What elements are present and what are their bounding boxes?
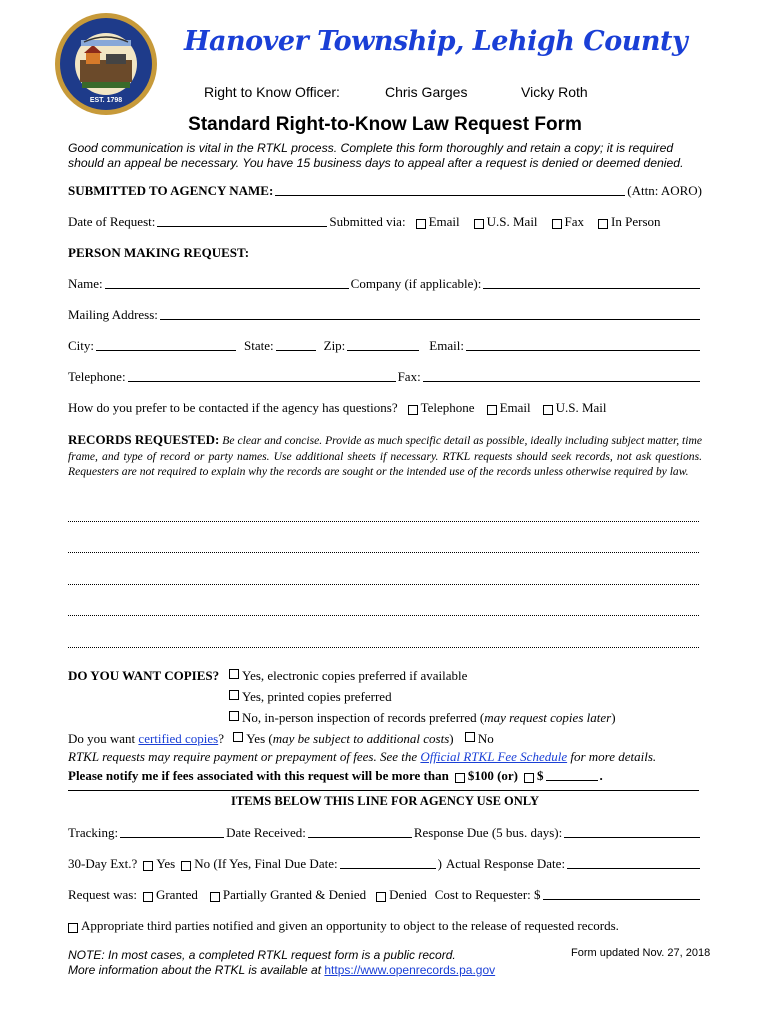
- request-was-label: Request was:: [68, 887, 137, 902]
- company-field[interactable]: [483, 287, 700, 289]
- attn-label: (Attn: AORO): [627, 183, 702, 198]
- certified-no-checkbox[interactable]: [465, 732, 475, 742]
- mailing-label: Mailing Address:: [68, 307, 158, 322]
- name-field[interactable]: [105, 287, 349, 289]
- city-field[interactable]: [96, 349, 236, 351]
- fee-schedule-link[interactable]: Official RTKL Fee Schedule: [420, 749, 568, 764]
- contact-email-checkbox[interactable]: [487, 405, 497, 415]
- denied-checkbox[interactable]: [376, 892, 386, 902]
- certified-yes-note: may be subject to additional costs: [272, 731, 450, 746]
- extension-close: ): [437, 856, 442, 871]
- granted-checkbox[interactable]: [143, 892, 153, 902]
- submitted-row: SUBMITTED TO AGENCY NAME : (Attn: AORO): [68, 183, 702, 198]
- notify-100-label: $100 (or): [467, 768, 518, 783]
- township-title: Hanover Township, Lehigh County: [184, 26, 688, 57]
- certified-copies-link[interactable]: certified copies: [138, 731, 219, 746]
- contact-mail-checkbox[interactable]: [543, 405, 553, 415]
- email-field[interactable]: [466, 349, 700, 351]
- openrecords-link[interactable]: https://www.openrecords.pa.gov: [324, 963, 496, 977]
- fax-field[interactable]: [423, 380, 700, 382]
- via-inperson-label: In Person: [611, 214, 661, 229]
- extension-yes-label: Yes: [156, 856, 176, 871]
- extension-yes-checkbox[interactable]: [143, 861, 153, 871]
- granted-label: Granted: [155, 887, 198, 902]
- tracking-label: Tracking:: [68, 825, 119, 840]
- certified-yes-close: ): [449, 731, 454, 746]
- via-fax-label: Fax: [564, 214, 585, 229]
- form-title: Standard Right-to-Know Law Request Form: [188, 114, 582, 135]
- certified-no-label: No: [477, 731, 494, 746]
- copies-inspection-close: ): [611, 710, 616, 725]
- cost-field[interactable]: [543, 898, 700, 900]
- via-mail-checkbox[interactable]: [474, 219, 484, 229]
- date-field[interactable]: [157, 225, 327, 227]
- contact-question: How do you prefer to be contacted if the agency has questions?: [68, 400, 398, 415]
- copies-electronic-checkbox[interactable]: [229, 669, 239, 679]
- state-label: State:: [244, 338, 274, 353]
- contact-telephone-checkbox[interactable]: [408, 405, 418, 415]
- fees-text-end: for more details.: [567, 749, 657, 764]
- extension-label: 30-Day Ext.?: [68, 856, 138, 871]
- contact-row: [68, 400, 702, 416]
- certified-yes-label: Yes (: [246, 731, 273, 746]
- actual-response-field[interactable]: [567, 867, 700, 869]
- third-parties-label: Appropriate third parties notified and given an opportunity to object to the release of requested records.: [81, 918, 619, 933]
- zip-label: Zip:: [323, 338, 346, 353]
- records-line-5[interactable]: [68, 647, 699, 648]
- notify-dollar-label: $: [537, 768, 544, 783]
- telephone-label: Telephone:: [68, 369, 126, 384]
- email-label: Email:: [429, 338, 464, 353]
- via-email-checkbox[interactable]: [416, 219, 426, 229]
- certified-question: Do you want: [68, 731, 139, 746]
- date-row: [68, 214, 702, 230]
- response-due-label: Response Due (5 bus. days):: [413, 825, 563, 840]
- fees-row: [68, 749, 656, 765]
- officer-label: Right to Know Officer:: [204, 84, 340, 100]
- records-heading: RECORDS REQUESTED:: [68, 432, 220, 447]
- name-label: Name:: [68, 276, 103, 291]
- agency-divider: [68, 790, 699, 791]
- mailing-field[interactable]: [160, 318, 700, 320]
- seal-text-bottom: EST. 1798: [89, 97, 123, 104]
- city-row: [68, 338, 702, 354]
- copies-printed-checkbox[interactable]: [229, 690, 239, 700]
- name-row: [68, 276, 702, 292]
- denied-label: Denied: [389, 887, 427, 902]
- agency-heading: ITEMS BELOW THIS LINE FOR AGENCY USE ONLY: [230, 794, 540, 808]
- certified-row: [68, 731, 494, 747]
- footer-note: NOTE: In most cases, a completed RTKL request form is a public record.: [68, 948, 456, 962]
- notify-amount-field[interactable]: [546, 779, 598, 781]
- telephone-field[interactable]: [128, 380, 396, 382]
- officer-name-2: Vicky Roth: [521, 84, 588, 100]
- state-field[interactable]: [276, 349, 316, 351]
- copies-inspection-checkbox[interactable]: [229, 711, 239, 721]
- zip-field[interactable]: [347, 349, 419, 351]
- mailing-row: [68, 307, 702, 323]
- extension-no-checkbox[interactable]: [181, 861, 191, 871]
- notify-text: Please notify me if fees associated with this request will be more than: [68, 768, 449, 783]
- via-label: Submitted via:: [329, 214, 406, 229]
- contact-email-label: Email: [499, 400, 531, 415]
- tracking-row: [68, 825, 702, 841]
- contact-telephone-label: Telephone: [420, 400, 475, 415]
- telephone-row: [68, 369, 702, 385]
- copies-inspection-note: may request copies later: [484, 710, 612, 725]
- copies-electronic-label: Yes, electronic copies preferred if available: [242, 668, 468, 683]
- via-email-label: Email: [428, 214, 460, 229]
- intro-text: Good communication is vital in the RTKL process. Complete this form thoroughly and retain a copy; it is required should an appeal be necessary. You have 15 business days to appeal after a request is denied or deemed denied.: [68, 141, 684, 170]
- agency-name-field[interactable]: [275, 194, 625, 196]
- notify-100-checkbox[interactable]: [455, 773, 465, 783]
- certified-question-mark: ?: [218, 731, 224, 746]
- footer-more-info-text: More information about the RTKL is available at: [68, 963, 325, 977]
- records-line-1[interactable]: [68, 521, 699, 522]
- records-block: [68, 432, 702, 480]
- response-due-field[interactable]: [564, 836, 700, 838]
- contact-mail-label: U.S. Mail: [555, 400, 607, 415]
- extension-no-label: No (If Yes, Final Due Date:: [194, 856, 338, 871]
- request-was-row: [68, 887, 702, 903]
- third-parties-checkbox[interactable]: [68, 923, 78, 933]
- cost-label: Cost to Requester: $: [434, 887, 541, 902]
- third-parties-row: [68, 918, 702, 934]
- copies-inspection-label: No, in-person inspection of records preferred (: [242, 710, 485, 725]
- extension-row: [68, 856, 702, 872]
- partial-checkbox[interactable]: [210, 892, 220, 902]
- fax-label: Fax:: [397, 369, 421, 384]
- records-instructions: Be clear and concise. Provide as much specific detail as possible, ideally including subject matter, time frame, and type of record or party names. Use additional sheets if necessary. RTKL requests should seek records, not ask questions. Requesters are not required to explain why the records are sought or the intended use of the records unless otherwise required by law.: [68, 434, 702, 478]
- notify-row: Please notify me if fees associated with this request will be more than $100 (or) $ .: [68, 768, 603, 783]
- copies-option-2: [223, 689, 392, 705]
- notify-custom-checkbox[interactable]: [524, 773, 534, 783]
- records-line-4[interactable]: [68, 615, 699, 616]
- copies-heading: DO YOU WANT COPIES?: [68, 668, 220, 683]
- fees-text: RTKL requests may require payment or prepayment of fees. See the: [68, 749, 421, 764]
- copies-option-3: [223, 710, 616, 726]
- submitted-label: SUBMITTED TO AGENCY NAME: [68, 183, 269, 198]
- copies-printed-label: Yes, printed copies preferred: [242, 689, 392, 704]
- date-received-field[interactable]: [308, 836, 412, 838]
- date-label: Date of Request:: [68, 214, 156, 229]
- records-line-2[interactable]: [68, 552, 699, 553]
- copies-option-1: [223, 668, 467, 684]
- date-received-label: Date Received:: [226, 825, 306, 840]
- company-label: Company (if applicable):: [350, 276, 482, 291]
- form-updated: Form updated Nov. 27, 2018: [571, 947, 711, 959]
- city-label: City:: [68, 338, 95, 353]
- tracking-field[interactable]: [120, 836, 224, 838]
- footer-more-info: [68, 963, 495, 977]
- officer-name-1: Chris Garges: [385, 84, 468, 100]
- via-fax-checkbox[interactable]: [552, 219, 562, 229]
- actual-response-label: Actual Response Date:: [445, 856, 566, 871]
- certified-yes-checkbox[interactable]: [233, 732, 243, 742]
- partial-label: Partially Granted & Denied: [222, 887, 367, 902]
- records-line-3[interactable]: [68, 584, 699, 585]
- via-inperson-checkbox[interactable]: [598, 219, 608, 229]
- via-mail-label: U.S. Mail: [486, 214, 538, 229]
- final-due-date-field[interactable]: [340, 867, 436, 869]
- person-heading: PERSON MAKING REQUEST:: [68, 245, 250, 260]
